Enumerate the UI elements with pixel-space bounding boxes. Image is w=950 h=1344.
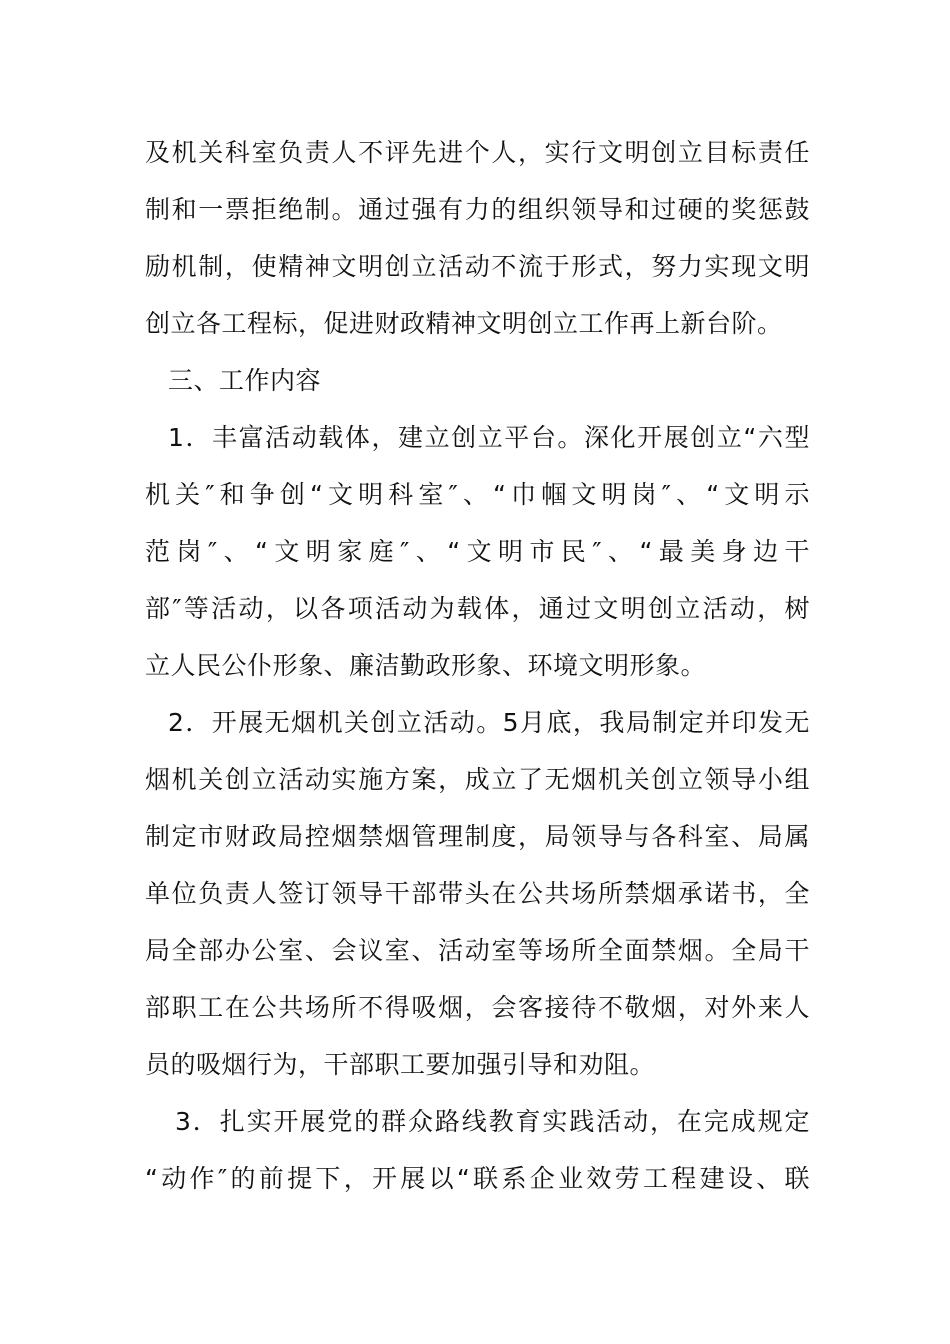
item-1-line: 立人民公仆形象、廉洁勤政形象、环境文明形象。 — [145, 651, 707, 680]
item-3-line: 3．扎实开展党的群众路线教育实践活动，在完成规定 — [175, 1107, 810, 1136]
item-2-line: 员的吸烟行为，干部职工要加强引导和劝阻。 — [145, 1050, 656, 1079]
item-1-line: 机关″和争创“文明科室″、“巾帼文明岗″、“文明示 — [145, 480, 810, 509]
item-2-line: 2．开展无烟机关创立活动。5月底，我局制定并印发无 — [168, 708, 810, 737]
section-heading: 三、工作内容 — [168, 366, 322, 395]
item-1-line: 范岗″、“文明家庭″、“文明市民″、“最美身边干 — [145, 537, 810, 566]
paragraph-line: 及机关科室负责人不评先进个人，实行文明创立目标责任 — [145, 138, 810, 167]
paragraph-line: 创立各工程标，促进财政精神文明创立工作再上新台阶。 — [145, 309, 783, 338]
item-1-line: 1．丰富活动载体，建立创立平台。深化开展创立“六型 — [168, 423, 810, 452]
item-2-line: 局全部办公室、会议室、活动室等场所全面禁烟。全局干 — [145, 936, 810, 965]
paragraph-line: 制和一票拒绝制。通过强有力的组织领导和过硬的奖惩鼓 — [145, 195, 810, 224]
item-2-line: 烟机关创立活动实施方案，成立了无烟机关创立领导小组 — [145, 765, 810, 794]
item-2-line: 单位负责人签订领导干部带头在公共场所禁烟承诺书，全 — [145, 879, 810, 908]
item-3-line: “动作″的前提下，开展以“联系企业效劳工程建设、联 — [145, 1164, 810, 1193]
paragraph-line: 励机制，使精神文明创立活动不流于形式，努力实现文明 — [145, 252, 810, 281]
item-1-line: 部″等活动，以各项活动为载体，通过文明创立活动，树 — [145, 594, 810, 623]
item-2-line: 制定市财政局控烟禁烟管理制度，局领导与各科室、局属 — [145, 822, 810, 851]
item-2-line: 部职工在公共场所不得吸烟，会客接待不敬烟，对外来人 — [145, 993, 810, 1022]
